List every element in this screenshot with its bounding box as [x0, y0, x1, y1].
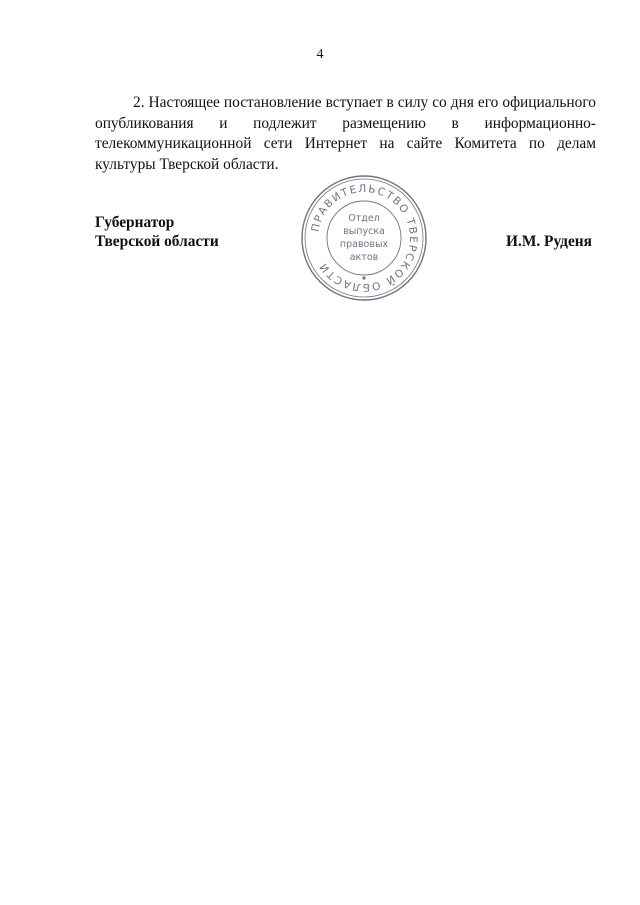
- stamp-center-line-1: Отдел: [348, 213, 380, 224]
- stamp-center-line-4: актов: [349, 252, 379, 263]
- signer-position-line-1: Губернатор: [95, 214, 175, 231]
- signer-name: И.М. Руденя: [506, 233, 592, 250]
- stamp-center-line-2: выпуска: [343, 226, 385, 237]
- resolution-paragraph: 2. Настоящее постановление вступает в силу со дня его официального опубликования и подлежит размещению в информационно-телекоммуникационной сети Интернет на сайте Комитета по делам культуры Тверской области.: [95, 94, 596, 173]
- stamp-center-line-3: правовых: [339, 239, 389, 250]
- signer-position-line-2: Тверской области: [95, 233, 219, 250]
- signer-position: [95, 213, 219, 251]
- official-stamp: [298, 172, 430, 304]
- stamp-ring-textpath: ПРАВИТЕЛЬСТВО ТВЕРСКОЙ ОБЛАСТИ: [309, 182, 420, 294]
- stamp-dot: [362, 276, 365, 279]
- stamp-seal-icon: [298, 172, 430, 304]
- page-number: 4: [316, 47, 324, 62]
